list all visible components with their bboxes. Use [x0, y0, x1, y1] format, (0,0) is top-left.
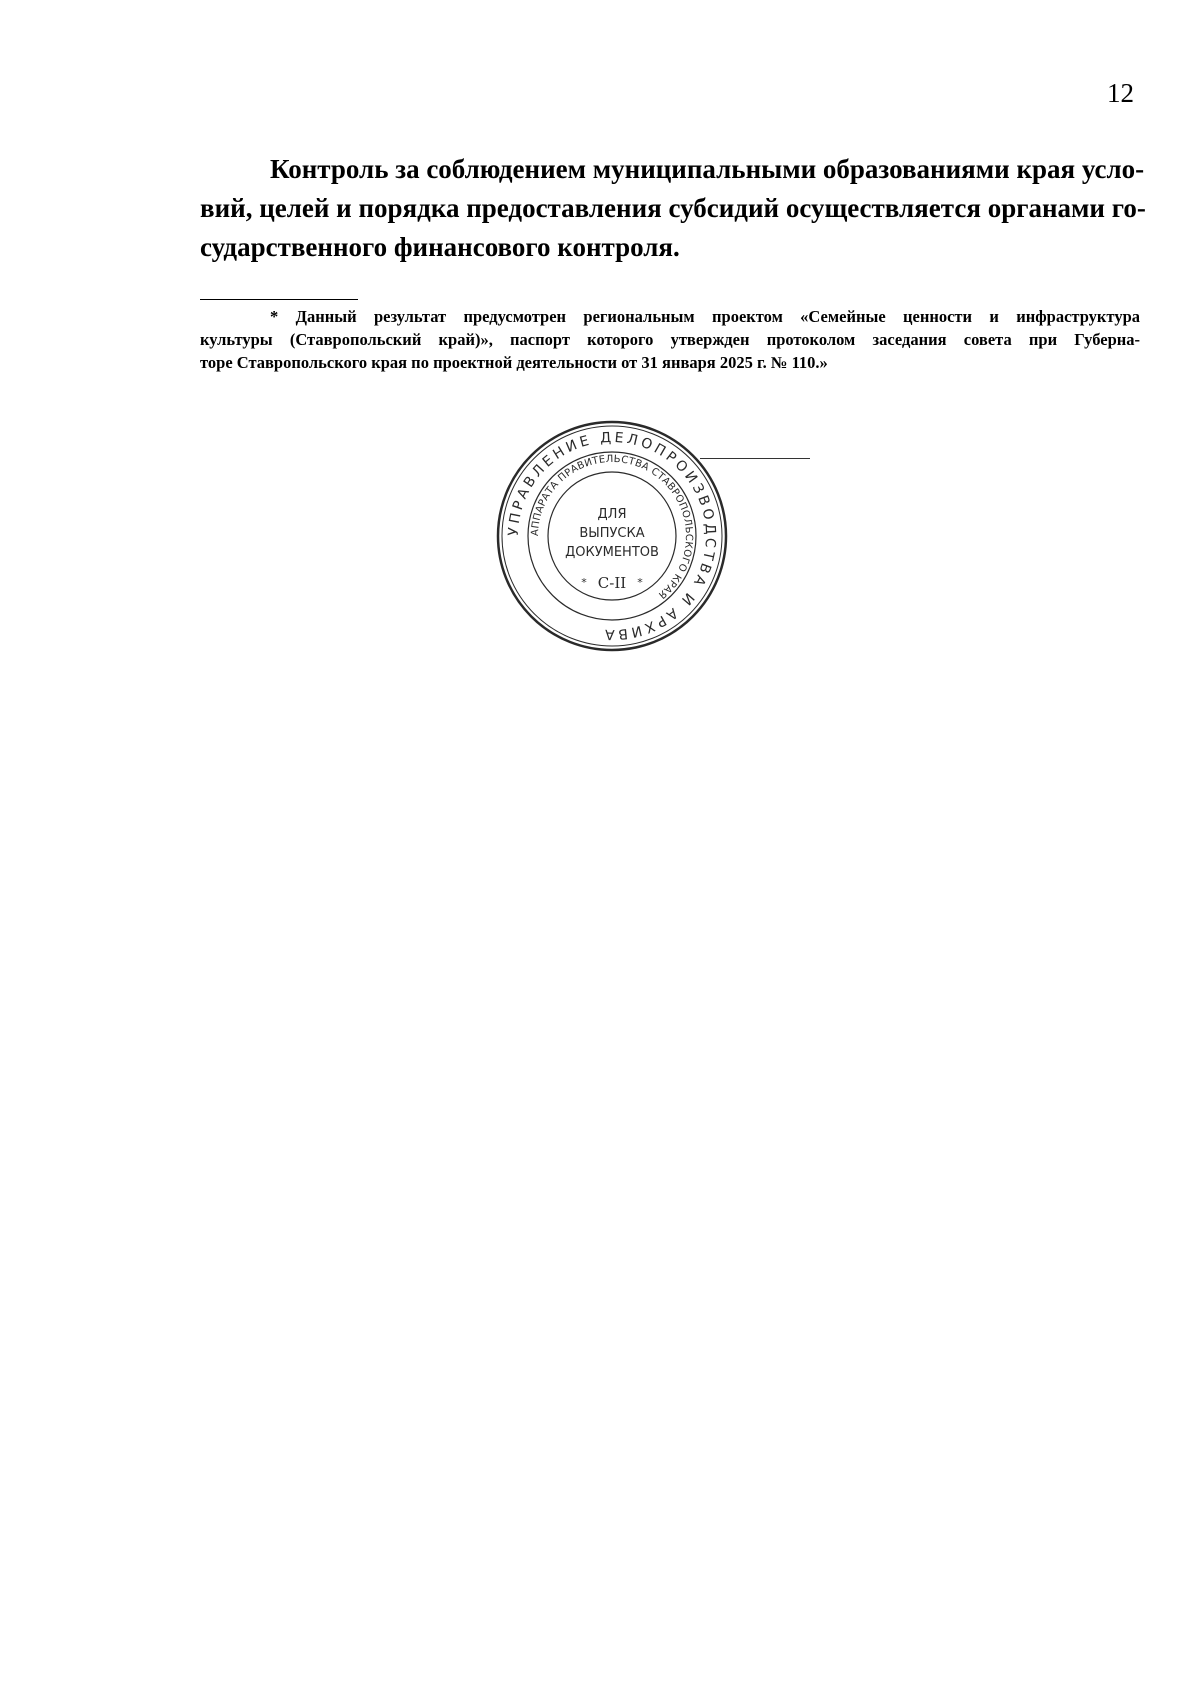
main-paragraph-line: Контроль за соблюдением муниципальными образованиями края усло-	[270, 154, 1145, 184]
star-icon: *	[637, 576, 643, 589]
main-paragraph-line: сударственного финансового контроля.	[200, 232, 680, 262]
main-paragraph	[200, 150, 1146, 267]
stamp-seal-icon	[494, 418, 730, 654]
stamp-inner-text: АППАРАТА ПРАВИТЕЛЬСТВА СТАВРОПОЛЬСКОГО КРАЯ	[529, 453, 695, 601]
main-paragraph-line: вий, целей и порядка предоставления субсидий осуществляется органами го-	[200, 193, 1146, 223]
stamp-center-line: ДЛЯ	[597, 507, 627, 522]
stamp-code: С-II	[597, 574, 627, 592]
footnote-line: * Данный результат предусмотрен региональным проектом «Семейные ценности и инфраструктура	[270, 307, 1140, 326]
stamp-center-line: ВЫПУСКА	[579, 526, 645, 541]
stamp-outer-text: УПРАВЛЕНИЕ ДЕЛОПРОИЗВОДСТВА И АРХИВА	[505, 429, 719, 643]
footnote	[200, 305, 1140, 374]
footnote-line: торе Ставропольского края по проектной деятельности от 31 января 2025 г. № 110.»	[200, 353, 828, 372]
footnote-separator	[200, 299, 358, 300]
official-stamp	[494, 418, 730, 654]
page-number: 12	[1107, 78, 1134, 108]
star-icon: *	[581, 576, 587, 589]
footnote-line: культуры (Ставропольский край)», паспорт которого утвержден протоколом заседания совета при Губерна-	[200, 330, 1140, 349]
stamp-center-line: ДОКУМЕНТОВ	[565, 545, 659, 560]
